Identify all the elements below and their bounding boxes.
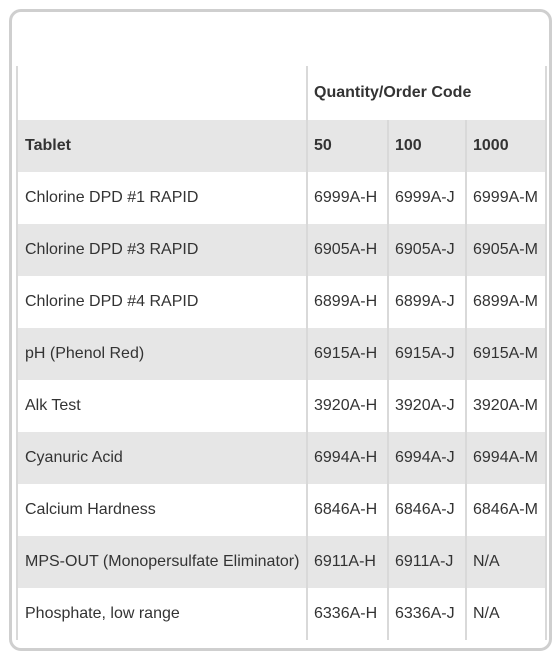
table-row	[16, 432, 547, 484]
tablet-cell: Cyanuric Acid	[16, 432, 306, 484]
code-50-cell: 3920A-H	[306, 380, 387, 432]
tablet-cell: Chlorine DPD #3 RAPID	[16, 224, 306, 276]
code-50-cell: 6846A-H	[306, 484, 387, 536]
empty-header-cell	[16, 66, 306, 120]
code-100-cell: 6336A-J	[387, 588, 465, 640]
code-1000-cell: 6915A-M	[465, 328, 547, 380]
code-1000-cell: N/A	[465, 588, 547, 640]
table-row	[16, 224, 547, 276]
code-100-cell: 6899A-J	[387, 276, 465, 328]
tablet-cell: pH (Phenol Red)	[16, 328, 306, 380]
tablet-cell: Phosphate, low range	[16, 588, 306, 640]
tablet-cell: Chlorine DPD #1 RAPID	[16, 172, 306, 224]
code-1000-cell: 6846A-M	[465, 484, 547, 536]
table-row	[16, 484, 547, 536]
code-100-cell: 6846A-J	[387, 484, 465, 536]
column-header-row	[16, 120, 547, 172]
code-50-cell: 6915A-H	[306, 328, 387, 380]
tablet-cell: Chlorine DPD #4 RAPID	[16, 276, 306, 328]
code-50-cell: 6999A-H	[306, 172, 387, 224]
code-1000-cell: N/A	[465, 536, 547, 588]
code-1000-cell: 6899A-M	[465, 276, 547, 328]
code-50-cell: 6994A-H	[306, 432, 387, 484]
table-container	[9, 9, 552, 651]
code-100-cell: 6905A-J	[387, 224, 465, 276]
tablet-cell: Alk Test	[16, 380, 306, 432]
code-1000-cell: 6905A-M	[465, 224, 547, 276]
order-code-table	[16, 66, 547, 640]
code-100-cell: 6994A-J	[387, 432, 465, 484]
table-row	[16, 276, 547, 328]
code-1000-cell: 3920A-M	[465, 380, 547, 432]
table-row	[16, 172, 547, 224]
code-100-cell: 3920A-J	[387, 380, 465, 432]
code-1000-cell: 6994A-M	[465, 432, 547, 484]
tablet-cell: Calcium Hardness	[16, 484, 306, 536]
code-50-cell: 6905A-H	[306, 224, 387, 276]
code-50-cell: 6336A-H	[306, 588, 387, 640]
table-row	[16, 588, 547, 640]
code-100-cell: 6915A-J	[387, 328, 465, 380]
table-row	[16, 328, 547, 380]
code-50-cell: 6899A-H	[306, 276, 387, 328]
column-header-tablet: Tablet	[16, 120, 306, 172]
column-header-100: 100	[387, 120, 465, 172]
table-row	[16, 380, 547, 432]
quantity-order-code-header: Quantity/Order Code	[306, 66, 547, 120]
group-header-row	[16, 66, 547, 120]
code-1000-cell: 6999A-M	[465, 172, 547, 224]
code-100-cell: 6911A-J	[387, 536, 465, 588]
code-100-cell: 6999A-J	[387, 172, 465, 224]
tablet-cell: MPS-OUT (Monopersulfate Eliminator)	[16, 536, 306, 588]
column-header-50: 50	[306, 120, 387, 172]
code-50-cell: 6911A-H	[306, 536, 387, 588]
column-header-1000: 1000	[465, 120, 547, 172]
table-row	[16, 536, 547, 588]
